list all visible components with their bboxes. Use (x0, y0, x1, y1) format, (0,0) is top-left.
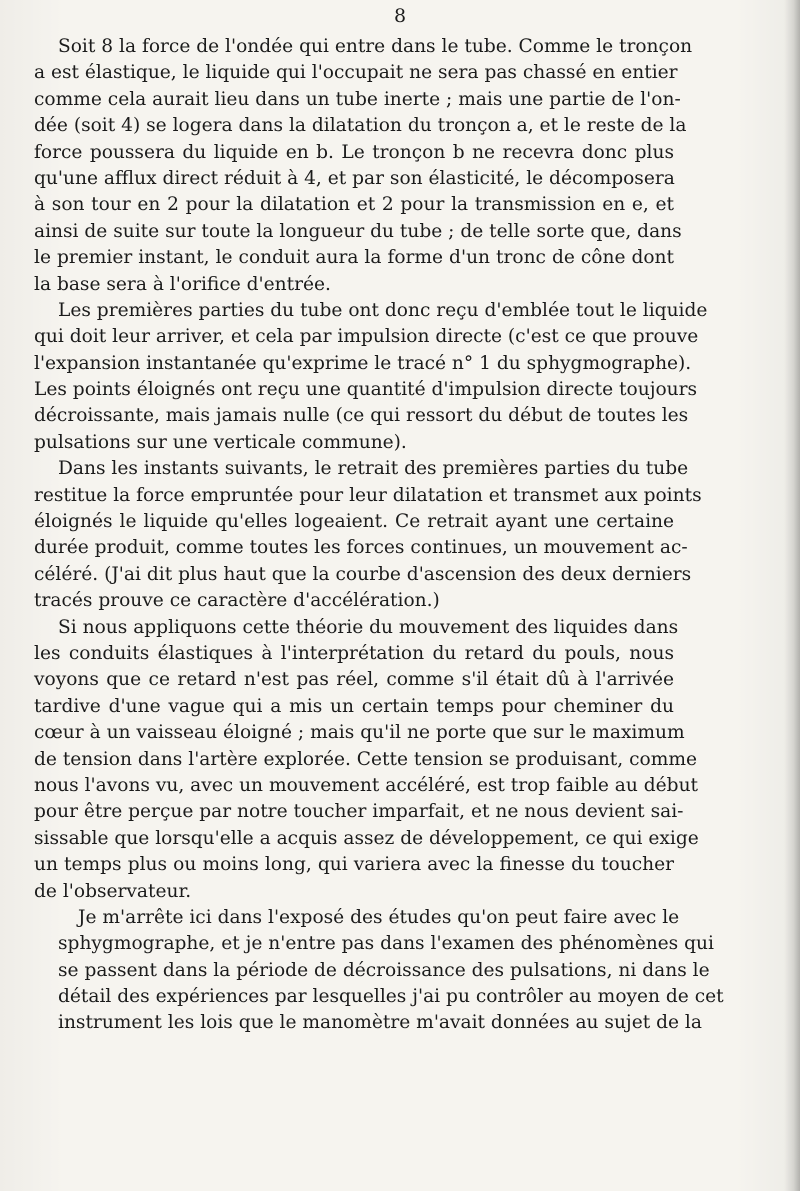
text-line: Dans les instants suivants, le retrait des premières parties du tube (58, 458, 689, 480)
text-line: sissable que lorsqu'elle a acquis assez de développement, ce qui exige (34, 827, 699, 849)
text-line: à son tour en 2 pour la dilatation et 2 pour la transmission en e, et (34, 194, 674, 216)
text-line: dée (soit 4) se logera dans la dilatation du tronçon a, et le reste de la (34, 115, 687, 137)
text-line: restitue la force empruntée pour leur dilatation et transmet aux points (34, 484, 702, 506)
text-line: de tension dans l'artère explorée. Cette tension se produisant, comme (34, 748, 697, 770)
text-line: durée produit, comme toutes les forces continues, un mouvement ac- (34, 537, 688, 559)
text-line: qui doit leur arriver, et cela par impulsion directe (c'est ce que prouve (34, 326, 699, 348)
text-line: pulsations sur une verticale commune). (34, 431, 407, 453)
text-line: la base sera à l'orifice d'entrée. (34, 273, 331, 295)
text-line: Si nous appliquons cette théorie du mouvement des liquides dans (58, 616, 679, 638)
text-line: les conduits élastiques à l'interprétation du retard du pouls, nous (34, 642, 674, 664)
page-number: 8 (393, 5, 407, 27)
text-line: éloignés le liquide qu'elles logeaient. Ce retrait ayant une certaine (34, 511, 674, 533)
text-line: tardive d'une vague qui a mis un certain temps pour cheminer du (34, 695, 674, 717)
text-line: Les points éloignés ont reçu une quantité d'impulsion directe toujours (34, 379, 698, 401)
text-line: pour être perçue par notre toucher imparfait, et ne nous devient sai- (34, 801, 684, 823)
text-line: cœur à un vaisseau éloigné ; mais qu'il ne porte que sur le maximum (34, 722, 685, 744)
text-line: Soit 8 la force de l'ondée qui entre dans le tube. Comme le tronçon (58, 36, 693, 57)
text-line: sphygmographe, et je n'entre pas dans l'examen des phénomènes qui (58, 933, 714, 955)
text-line: comme cela aurait lieu dans un tube inerte ; mais une partie de l'on- (34, 88, 681, 110)
text-line: Les premières parties du tube ont donc reçu d'emblée tout le liquide (58, 299, 708, 321)
text-line: détail des expériences par lesquelles j'ai pu contrôler au moyen de cet (58, 986, 724, 1008)
text-line: voyons que ce retard n'est pas réel, comme s'il était dû à l'arrivée (34, 669, 674, 691)
text-line: ainsi de suite sur toute la longueur du tube ; de telle sorte que, dans (34, 220, 682, 242)
text-line: a est élastique, le liquide qui l'occupait ne sera pas chassé en entier (34, 62, 678, 84)
text-line: Je m'arrête ici dans l'exposé des études qu'on peut faire avec le (78, 906, 680, 928)
text-line: de l'observateur. (34, 880, 192, 902)
text-line: qu'une afflux direct réduit à 4, et par son élasticité, le décomposera (34, 167, 675, 189)
text-line: l'expansion instantanée qu'exprime le tracé n° 1 du sphygmographe). (34, 352, 692, 374)
text-line: le premier instant, le conduit aura la forme d'un tronc de cône dont (34, 247, 674, 269)
text-line: se passent dans la période de décroissance des pulsations, ni dans le (58, 959, 710, 981)
text-line: céléré. (J'ai dit plus haut que la courbe d'ascension des deux derniers (34, 563, 692, 585)
text-line: décroissante, mais jamais nulle (ce qui ressort du début de toutes les (34, 405, 689, 427)
page-edge-shadow (784, 0, 800, 1191)
text-line: tracés prouve ce caractère d'accélération.) (34, 590, 440, 612)
text-line: un temps plus ou moins long, qui variera avec la finesse du toucher (34, 854, 674, 876)
text-line: instrument les lois que le manomètre m'avait données au sujet de la (58, 1012, 702, 1034)
text-line: force poussera du liquide en b. Le tronçon b ne recevra donc plus (34, 141, 674, 163)
text-line: nous l'avons vu, avec un mouvement accéléré, est trop faible au début (34, 774, 699, 796)
body-text (34, 34, 724, 1037)
